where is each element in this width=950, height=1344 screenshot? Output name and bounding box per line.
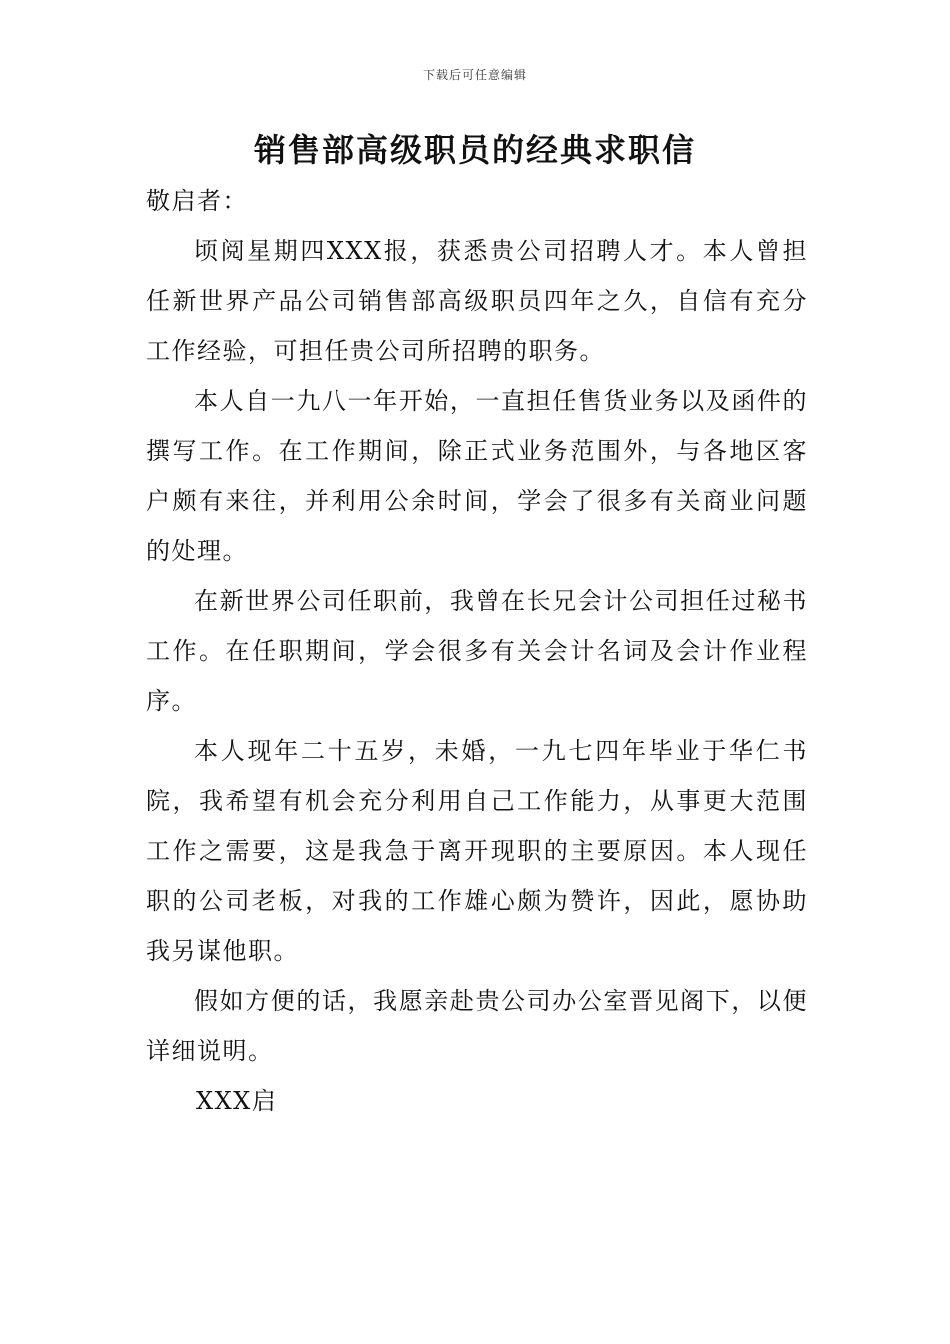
paragraph-1: 顷阅星期四XXX报，获悉贵公司招聘人才。本人曾担任新世界产品公司销售部高级职员四年之久，自信有充分工作经验，可担任贵公司所招聘的职务。 xyxy=(146,237,808,365)
document-title: 销售部高级职员的经典求职信 xyxy=(253,131,696,169)
paragraph-4: 本人现年二十五岁，未婚，一九七四年毕业于华仁书院，我希望有机会充分利用自己工作能力，从事更大范围工作之需要，这是我急于离开现职的主要原因。本人现任职的公司老板，对我的工作雄心颇为赞许，因此，愿协助我另谋他职。 xyxy=(146,737,808,965)
signature: XXX启 xyxy=(196,1087,278,1115)
paragraph-3: 在新世界公司任职前，我曾在长兄会计公司担任过秘书工作。在任职期间，学会很多有关会计名词及会计作业程序。 xyxy=(146,587,808,715)
salutation: 敬启者： xyxy=(146,187,248,215)
paragraph-2: 本人自一九八一年开始，一直担任售货业务以及函件的撰写工作。在工作期间，除正式业务范围外，与各地区客户颇有来往，并利用公余时间，学会了很多有关商业问题的处理。 xyxy=(146,387,808,565)
paragraph-5: 假如方便的话，我愿亲赴贵公司办公室晋见阁下，以便详细说明。 xyxy=(146,987,808,1065)
header-note: 下载后可任意编辑 xyxy=(422,68,527,82)
letter-body xyxy=(146,176,808,1126)
